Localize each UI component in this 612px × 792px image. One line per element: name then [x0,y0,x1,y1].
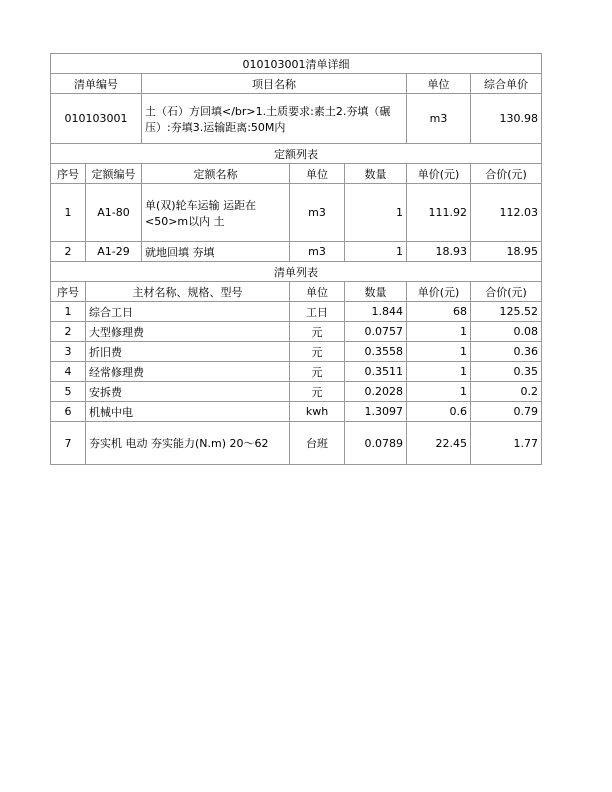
bill-code: 010103001 [51,94,142,144]
material-qty: 1.3097 [345,402,407,422]
material-price: 1 [407,342,471,362]
material-total: 0.2 [471,382,542,402]
quota-name-header: 定额名称 [142,164,290,184]
material-qty: 0.2028 [345,382,407,402]
quota-code: A1-80 [86,184,142,242]
material-no: 7 [51,422,86,465]
material-unit: 元 [290,322,345,342]
material-total: 1.77 [471,422,542,465]
material-qty: 0.3511 [345,362,407,382]
material-total: 0.79 [471,402,542,422]
material-name: 机械中电 [86,402,290,422]
quota-unit: m3 [290,184,345,242]
quota-code-header: 定额编号 [86,164,142,184]
quota-name: 单(双)轮车运输 运距在<50>m以内 土 [142,184,290,242]
material-qty: 0.0789 [345,422,407,465]
material-unit: 台班 [290,422,345,465]
material-total-header: 合价(元) [471,282,542,302]
quota-qty: 1 [345,242,407,262]
material-total: 0.08 [471,322,542,342]
quota-unit: m3 [290,242,345,262]
material-no: 3 [51,342,86,362]
material-price: 68 [407,302,471,322]
material-name: 大型修理费 [86,322,290,342]
material-price: 22.45 [407,422,471,465]
material-name: 经常修理费 [86,362,290,382]
material-no-header: 序号 [51,282,86,302]
quota-total: 112.03 [471,184,542,242]
material-qty: 1.844 [345,302,407,322]
material-price: 0.6 [407,402,471,422]
quota-name: 就地回填 夯填 [142,242,290,262]
material-name-header: 主材名称、规格、型号 [86,282,290,302]
material-unit-header: 单位 [290,282,345,302]
material-name: 夯实机 电动 夯实能力(N.m) 20～62 [86,422,290,465]
material-total: 125.52 [471,302,542,322]
table-row [51,342,542,362]
table-row [51,402,542,422]
bill-unit: m3 [407,94,471,144]
material-name: 安拆费 [86,382,290,402]
material-no: 4 [51,362,86,382]
table-row [51,184,542,242]
bill-name-header: 项目名称 [142,74,407,94]
material-total: 0.36 [471,342,542,362]
quota-total-header: 合价(元) [471,164,542,184]
quota-price-header: 单价(元) [407,164,471,184]
table-row [51,382,542,402]
table-row [51,242,542,262]
material-qty-header: 数量 [345,282,407,302]
table-row [51,302,542,322]
material-price: 1 [407,362,471,382]
material-unit: 元 [290,342,345,362]
bill-unit-header: 单位 [407,74,471,94]
material-no: 2 [51,322,86,342]
bill-name: 土（石）方回填</br>1.土质要求:素土2.夯填（碾压）:夯填3.运输距离:50M内 [142,94,407,144]
table-row [51,422,542,465]
quota-price: 18.93 [407,242,471,262]
material-no: 6 [51,402,86,422]
material-total: 0.35 [471,362,542,382]
quota-qty-header: 数量 [345,164,407,184]
bill-detail-table [50,53,542,465]
material-price: 1 [407,322,471,342]
quota-unit-header: 单位 [290,164,345,184]
material-price-header: 单价(元) [407,282,471,302]
material-qty: 0.0757 [345,322,407,342]
material-no: 5 [51,382,86,402]
quota-total: 18.95 [471,242,542,262]
quota-no-header: 序号 [51,164,86,184]
material-unit: 工日 [290,302,345,322]
quota-no: 2 [51,242,86,262]
table-title: 010103001清单详细 [51,54,542,74]
quota-no: 1 [51,184,86,242]
material-unit: 元 [290,382,345,402]
bill-price-header: 综合单价 [471,74,542,94]
quota-price: 111.92 [407,184,471,242]
bill-code-header: 清单编号 [51,74,142,94]
material-price: 1 [407,382,471,402]
quota-code: A1-29 [86,242,142,262]
material-section-title: 清单列表 [51,262,542,282]
material-unit: 元 [290,362,345,382]
table-row [51,362,542,382]
quota-qty: 1 [345,184,407,242]
material-name: 综合工日 [86,302,290,322]
material-no: 1 [51,302,86,322]
table-row [51,322,542,342]
quota-section-title: 定额列表 [51,144,542,164]
material-name: 折旧费 [86,342,290,362]
bill-price: 130.98 [471,94,542,144]
material-qty: 0.3558 [345,342,407,362]
material-unit: kwh [290,402,345,422]
